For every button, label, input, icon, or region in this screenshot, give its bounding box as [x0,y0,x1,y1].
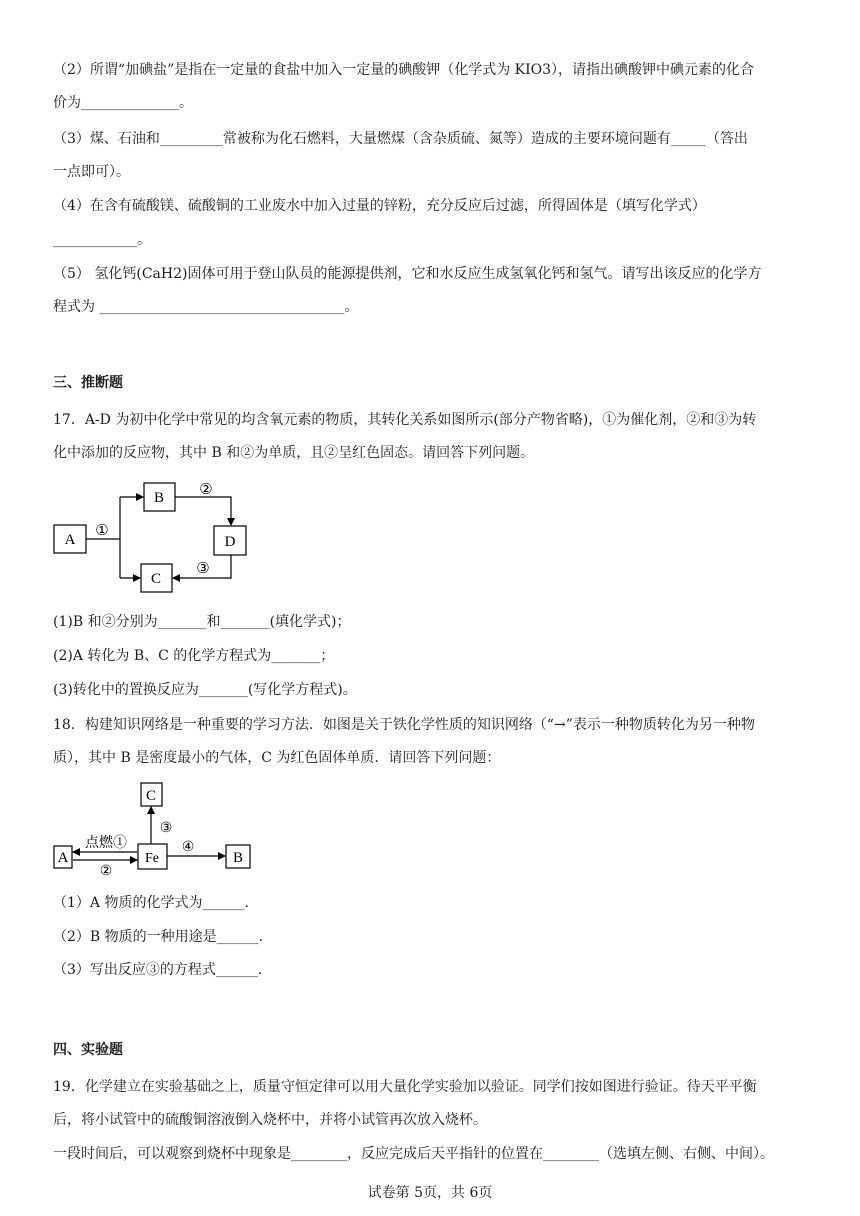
q19-stem-line3: 一段时间后，可以观察到烧杯中现象是________，反应完成后天平指针的位置在________（选填左侧、右侧、中间）。 [53,1146,774,1162]
q19-stem-line2: 后，将小试管中的硫酸铜溶液倒入烧杯中，并将小试管再次放入烧杯。 [53,1112,487,1128]
q16-part4-line2: ____________。 [53,232,151,248]
q18-box-a-label: A [57,850,69,866]
q17-box-a-label: A [64,532,76,548]
q18-box-c-label: C [145,788,157,804]
q17-box-c-label: C [150,571,162,587]
q17-label-reactant-3: ③ [196,561,210,577]
section-title-inference: 三、推断题 [53,375,123,391]
q18-iron-knowledge-network [50,780,270,880]
page-footer: 试卷第 5页，共 6页 [367,1185,493,1201]
q19-stem-line1: 19．化学建立在实验基础之上，质量守恒定律可以用大量化学实验加以验证。同学们按如图进行验证。待天平平衡 [53,1079,757,1095]
q18-sub3: （3）写出反应③的方程式______. [53,962,263,978]
q16-part2-line1: （2）所谓“加碘盐”是指在一定量的食盐中加入一定量的碘酸钾（化学式为 KIO3），请指出碘酸钾中碘元素的化合 [53,62,755,78]
q17-label-reactant-2: ② [199,482,213,498]
q18-label-ignite-1: 点燃① [85,836,127,851]
q18-label-3: ③ [159,821,173,836]
q17-label-catalyst: ① [95,523,109,539]
q17-sub3: (3)转化中的置换反应为_______(写化学方程式)。 [53,682,357,698]
q17-box-b-label: B [153,490,165,506]
q17-conversion-diagram [48,478,308,603]
q16-part5-line2: 程式为 ___________________________________。 [53,299,359,315]
q18-sub1: （1）A 物质的化学式为______. [53,895,249,911]
q17-arrow-b-to-d [175,497,231,525]
q18-label-4: ④ [181,840,195,855]
q16-part3-line1: （3）煤、石油和_________常被称为化石燃料，大量燃煤（含杂质硫、氮等）造成的主要环境问题有_____（答出 [53,131,748,147]
q18-stem-line2: 质），其中 B 是密度最小的气体，C 为红色固体单质．请回答下列问题： [53,750,501,766]
q17-stem-line2: 化中添加的反应物，其中 B 和②为单质，且②呈红色固态。请回答下列问题。 [53,445,535,461]
q18-box-b-label: B [232,850,244,866]
q18-label-2: ② [99,864,113,879]
section-title-experiment: 四、实验题 [53,1042,123,1058]
q17-stem-line1: 17．A-D 为初中化学中常见的均含氧元素的物质，其转化关系如图所示(部分产物省略)，①为催化剂，②和③为转 [53,412,757,428]
q17-sub2: (2)A 转化为 B、C 的化学方程式为_______； [53,648,335,664]
q16-part4-line1: （4）在含有硫酸镁、硫酸铜的工业废水中加入过量的锌粉，充分反应后过滤，所得固体是（填写化学式） [53,198,706,214]
q17-sub1: (1)B 和②分别为_______和_______(填化学式)； [53,614,351,630]
q16-part5-line1: （5） 氢化钙(CaH2)固体可用于登山队员的能源提供剂，它和水反应生成氢氧化钙和氢气。请写出该反应的化学方 [53,266,762,282]
q18-box-fe-label: Fe [145,851,159,866]
q18-stem-line1: 18．构建知识网络是一种重要的学习方法．如图是关于铁化学性质的知识网络（“→”表示一种物质转化为另一种物 [53,717,755,733]
q18-sub2: （2）B 物质的一种用途是______. [53,929,264,945]
q16-part2-line2: 价为______________。 [53,95,193,111]
q17-box-d-label: D [224,534,236,550]
q16-part3-line2: 一点即可）。 [53,164,130,180]
